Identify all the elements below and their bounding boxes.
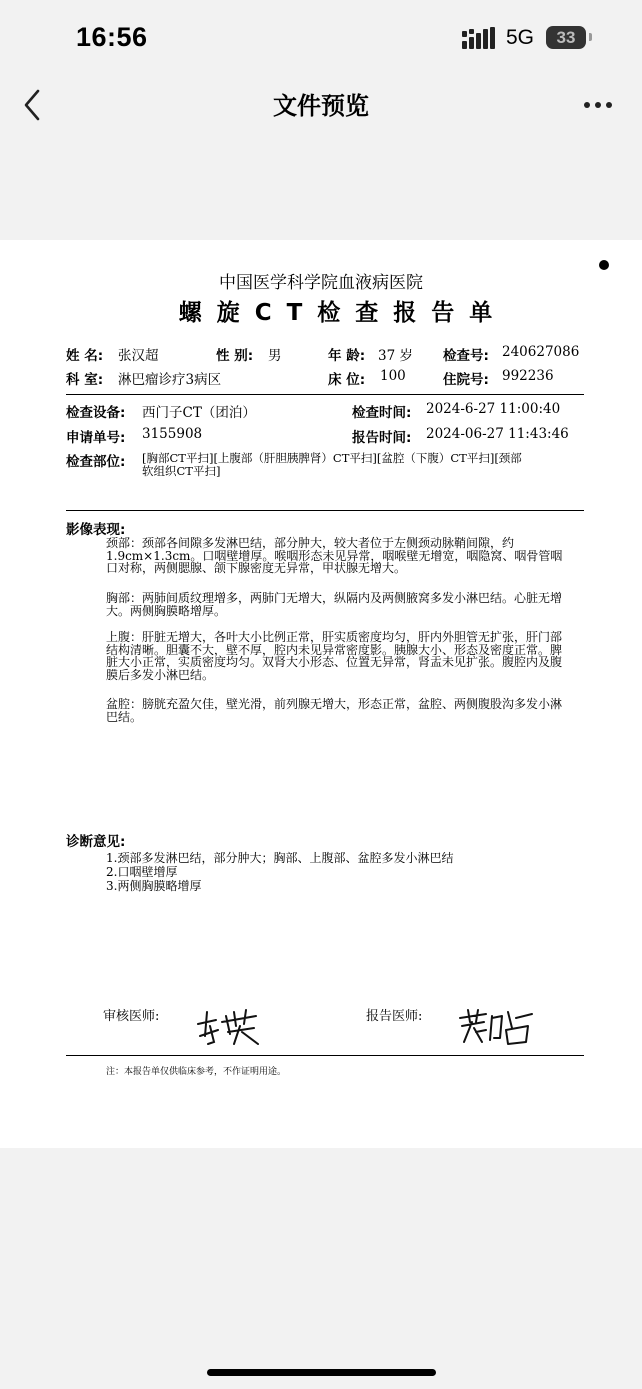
hospital-name: 中国医学科学院血液病医院 (219, 273, 423, 293)
report-time-label: 报告时间: (352, 430, 412, 446)
bed-label: 床 位: (328, 372, 366, 388)
divider (66, 394, 584, 395)
battery-nub (589, 33, 592, 41)
exam-site-line2: 软组织CT平扫] (142, 464, 221, 478)
dept: 淋巴瘤诊疗3病区 (118, 372, 222, 388)
device: 西门子CT（团泊） (142, 405, 256, 421)
exam-time: 2024-6-27 11:00:40 (426, 401, 561, 417)
exam-no-label: 检查号: (443, 348, 489, 364)
findings-chest: 胸部：两肺间质纹理增多，两肺门无增大，纵隔内及两侧腋窝多发小淋巴结。心脏无增大。两侧胸膜略增厚。 (106, 591, 563, 618)
exam-time-label: 检查时间: (352, 405, 412, 421)
patient-age: 37 岁 (378, 348, 413, 364)
inpatient-no: 992236 (502, 368, 554, 384)
patient-sex: 男 (268, 348, 282, 364)
device-label: 检查设备: (66, 405, 126, 421)
report-title: 螺旋CT检查报告单 (178, 300, 508, 326)
findings-pelvis: 盆腔：膀胱充盈欠佳，壁光滑，前列腺无增大，形态正常，盆腔、两侧腹股沟多发小淋巴结。 (106, 697, 563, 724)
inpatient-no-label: 住院号: (443, 372, 489, 388)
nav-bar (0, 70, 642, 140)
patient-name: 张汉超 (118, 348, 159, 364)
dept-label: 科 室: (66, 372, 104, 388)
bed: 100 (380, 368, 406, 384)
findings-neck: 颈部：颈部各间隙多发淋巴结，部分肿大，较大者位于左侧颈动脉鞘间隙，约1.9cm×1.3cm。口咽壁增厚。喉咽形态未见异常，咽喉壁无增宽，咽隐窝、咽骨管咽口对称，两侧腮腺、颌下腺密度无异常，甲状腺无增大。 (106, 536, 563, 576)
home-indicator[interactable] (207, 1369, 436, 1376)
request-no-label: 申请单号: (66, 430, 126, 446)
reporter-label: 报告医师: (366, 1009, 423, 1024)
findings-abdomen: 上腹：肝脏无增大，各叶大小比例正常，肝实质密度均匀，肝内外胆管无扩张，肝门部结构清晰。胆囊不大，壁不厚，腔内未见异常密度影。胰腺大小、形态及密度正常。脾脏大小正常，实质密度均匀。双肾大小形态、位置无异常，肾盂未见扩张。腹腔内及腹膜后多发小淋巴结。 (106, 630, 563, 682)
network-type: 5G (506, 26, 535, 49)
battery-icon: 33 (546, 26, 586, 49)
report-time: 2024-06-27 11:43:46 (426, 426, 569, 442)
status-bar (0, 0, 642, 70)
reviewer-label: 审核医师: (103, 1009, 160, 1024)
divider (66, 510, 584, 511)
site-label: 检查部位: (66, 454, 126, 470)
exam-site-line1: [胸部CT平扫][上腹部（肝胆胰脾肾）CT平扫][盆腔（下腹）CT平扫][颈部 (142, 451, 522, 465)
age-label: 年 龄: (328, 348, 366, 364)
reviewer-signature (194, 1004, 266, 1048)
diagnosis-title: 诊断意见: (66, 834, 126, 850)
more-dots-icon[interactable] (584, 102, 616, 110)
diagnosis-item: 3.两侧胸膜略增厚 (106, 879, 202, 893)
diagnosis-item: 1.颈部多发淋巴结，部分肿大；胸部、上腹部、盆腔多发小淋巴结 (106, 851, 454, 865)
signal-icon (462, 27, 496, 49)
sex-label: 性 别: (216, 348, 254, 364)
exam-no: 240627086 (502, 344, 580, 360)
disclaimer-note: 注：本报告单仅供临床参考，不作证明用途。 (106, 1067, 287, 1077)
name-label: 姓 名: (66, 348, 104, 364)
request-no: 3155908 (142, 426, 203, 442)
page-title: 文件预览 (273, 92, 369, 120)
diagnosis-item: 2.口咽壁增厚 (106, 865, 178, 879)
findings-title: 影像表现: (66, 522, 126, 538)
reporter-signature (456, 1008, 538, 1048)
status-time: 16:56 (76, 22, 148, 52)
divider (66, 1055, 584, 1056)
